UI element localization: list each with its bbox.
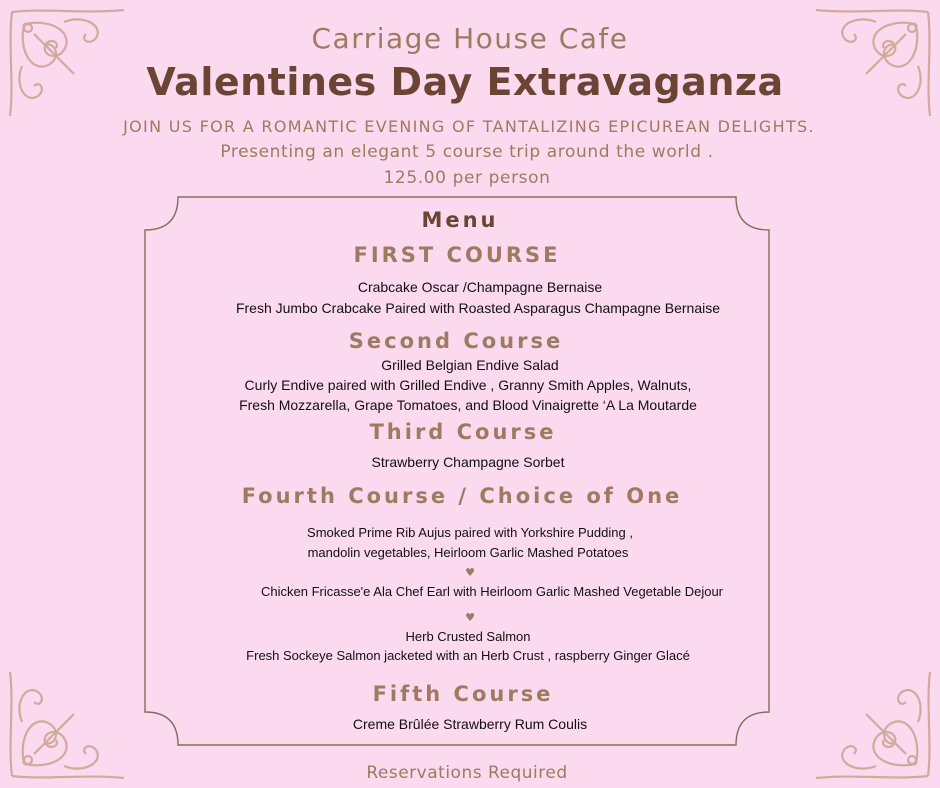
menu-heading: Menu [421, 208, 499, 232]
second-course-description-1: Curly Endive paired with Grilled Endive , Granny Smith Apples, Walnuts, [244, 377, 692, 393]
event-title: Valentines Day Extravaganza [146, 60, 784, 104]
third-course-title: Third Course [369, 420, 557, 444]
heart-separator-icon: ♥ [465, 611, 475, 624]
fourth-course-title: Fourth Course / Choice of One [241, 484, 683, 508]
fourth-course-option-2: Chicken Fricasse'e Ala Chef Earl with Heirloom Garlic Mashed Vegetable Dejour [260, 584, 724, 599]
event-price: 125.00 per person [383, 168, 551, 188]
reservations-note: Reservations Required [366, 763, 568, 783]
second-course-title: Second Course [348, 329, 564, 353]
second-course-description-2: Fresh Mozzarella, Grape Tomatoes, and Blood Vinaigrette ‘A La Moutarde [239, 397, 697, 413]
fourth-course-option-3-line-2: Fresh Sockeye Salmon jacketed with an Herb Crust , raspberry Ginger Glacé [246, 648, 690, 663]
first-course-description: Fresh Jumbo Crabcake Paired with Roasted Asparagus Champagne Bernaise [235, 300, 721, 316]
cafe-name: Carriage House Cafe [311, 22, 629, 55]
fourth-course-option-1-line-2: mandolin vegetables, Heirloom Garlic Mashed Potatoes [307, 545, 629, 560]
fifth-course-title: Fifth Course [372, 682, 554, 706]
first-course-dish: Crabcake Oscar /Champagne Bernaise [357, 279, 603, 295]
fourth-course-option-1-line-1: Smoked Prime Rib Aujus paired with Yorkshire Pudding , [307, 525, 633, 540]
first-course-title: FIRST COURSE [353, 243, 561, 267]
second-course-dish: Grilled Belgian Endive Salad [381, 357, 559, 373]
event-subtitle: Presenting an elegant 5 course trip around the world . [220, 142, 714, 162]
fifth-course-dish: Creme Brûlée Strawberry Rum Coulis [352, 716, 588, 732]
fourth-course-option-3-line-1: Herb Crusted Salmon [405, 629, 531, 644]
event-tagline: JOIN US FOR A ROMANTIC EVENING OF TANTALIZING EPICUREAN DELIGHTS. [123, 117, 815, 136]
heart-separator-icon: ♥ [465, 566, 475, 579]
third-course-dish: Strawberry Champagne Sorbet [371, 454, 565, 470]
